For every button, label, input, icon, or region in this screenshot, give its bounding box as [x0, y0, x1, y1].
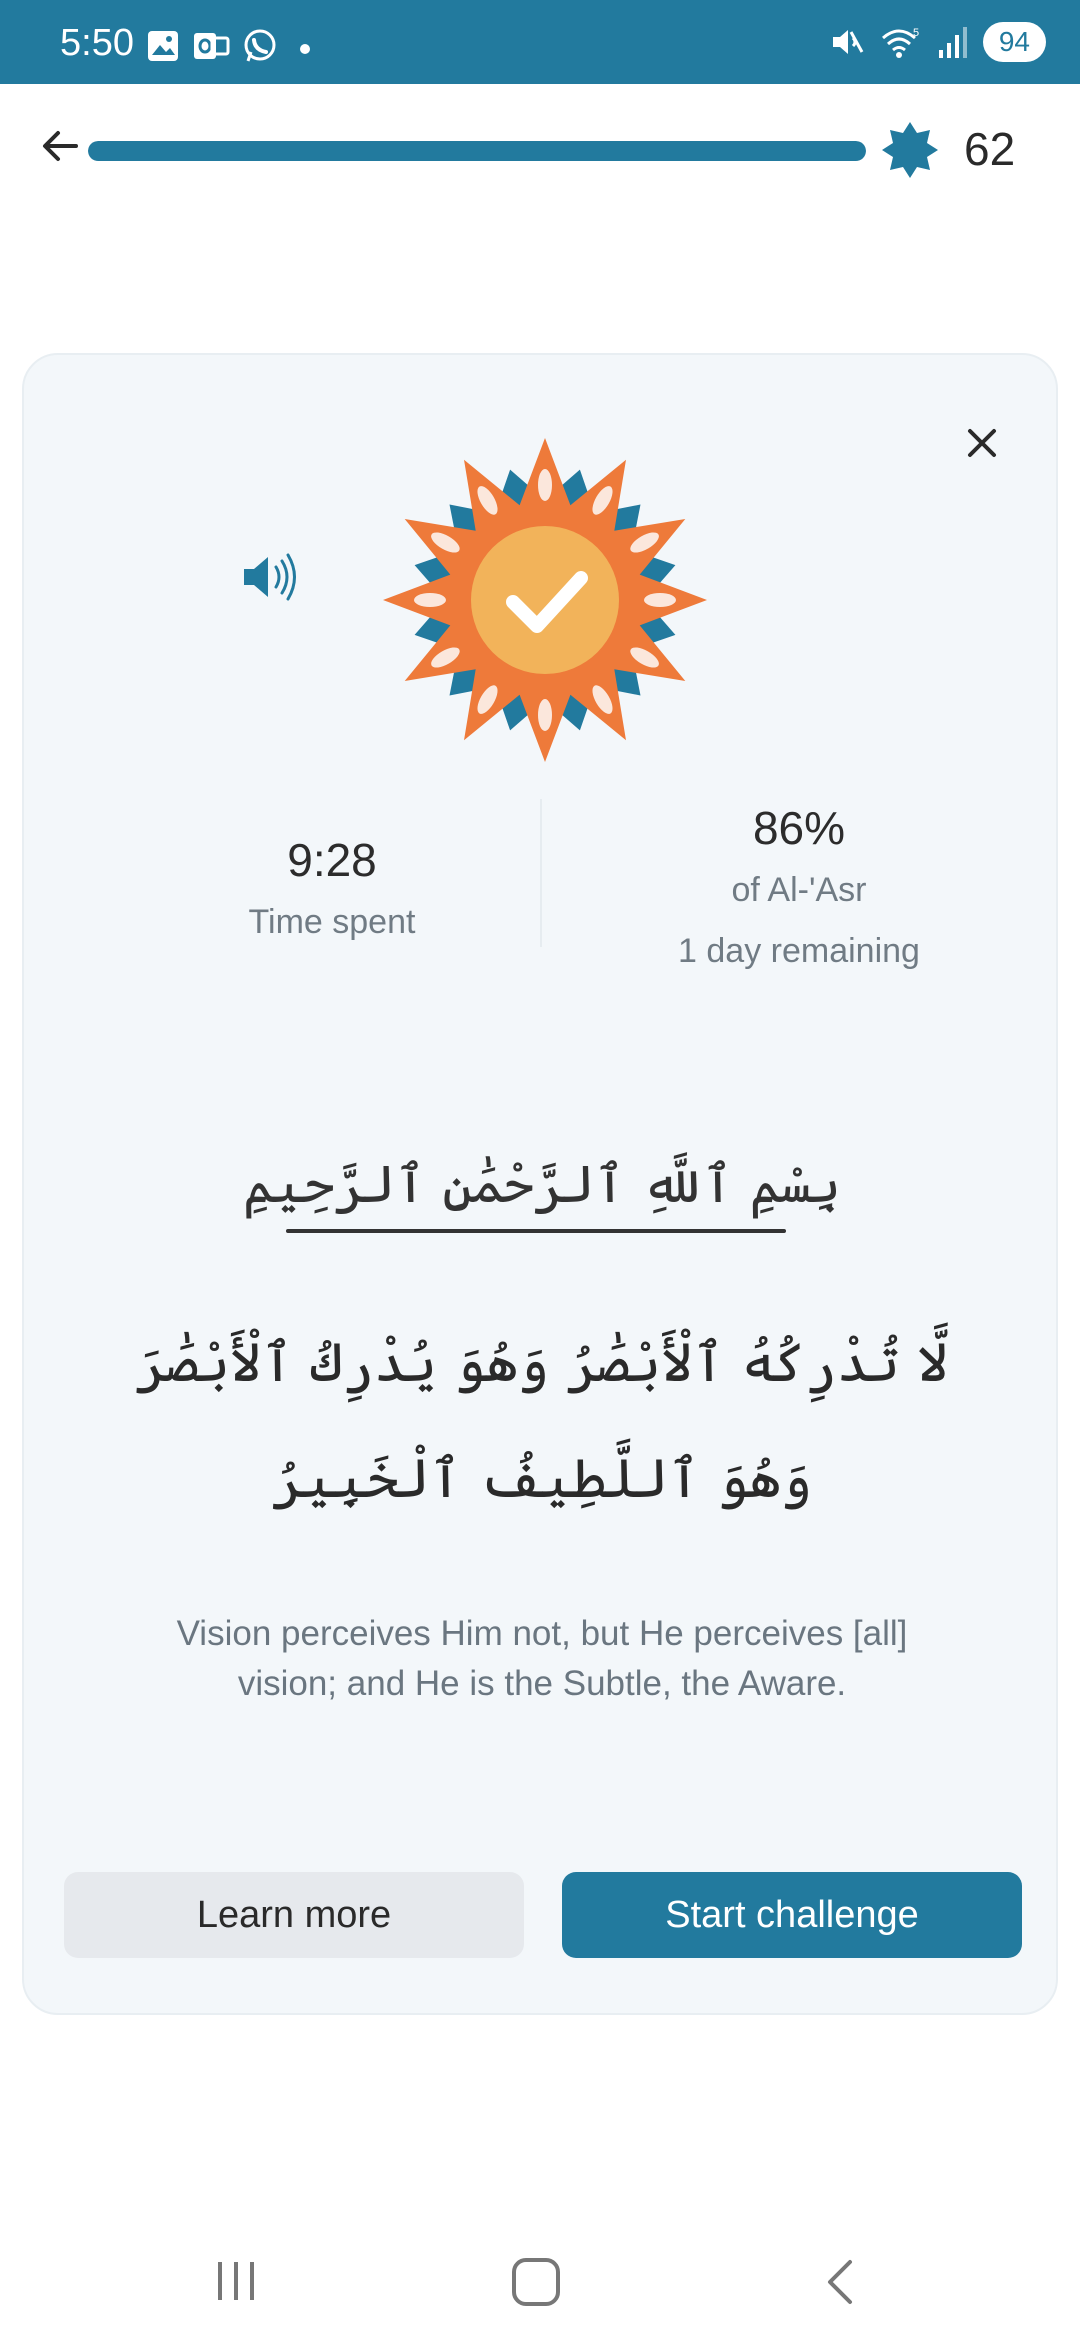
- streak-count: 62: [964, 123, 1016, 175]
- bismillah-stroke: [286, 1229, 786, 1233]
- verse-translation: Vision perceives Him not, but He perceives [all] vision; and He is the Subtle, the Aware.: [176, 1614, 908, 1703]
- start-challenge-button[interactable]: Start challenge: [562, 1872, 1022, 1958]
- home-icon[interactable]: [512, 2258, 560, 2306]
- status-time: 5:50: [60, 22, 134, 64]
- lesson-progress-fill: [88, 141, 866, 161]
- outlook-icon: [192, 29, 230, 63]
- surah-name-label: of Al-'Asr: [731, 871, 867, 909]
- battery-indicator: 94: [983, 22, 1046, 62]
- mute-icon: [829, 24, 865, 60]
- streak-badge-icon: [880, 120, 940, 180]
- system-back-icon[interactable]: [820, 2258, 860, 2306]
- star-petal: [538, 699, 552, 731]
- bismillah-calligraphy: بِسْمِ ٱللَّهِ ٱلرَّحْمَٰنِ ٱلرَّحِيمِ: [242, 1155, 842, 1215]
- surah-percent-value: 86%: [752, 802, 846, 854]
- status-bar: [0, 0, 1080, 84]
- system-navigation-bar: [0, 2230, 1080, 2340]
- whatsapp-icon: [242, 28, 278, 64]
- signal-icon: [937, 24, 969, 60]
- notification-icons: [146, 28, 278, 64]
- success-star-icon: [380, 435, 710, 765]
- star-petal: [414, 593, 446, 607]
- days-remaining-label: 1 day remaining: [678, 932, 920, 970]
- lesson-progress-bar: [88, 141, 866, 161]
- time-spent-label: Time spent: [248, 903, 416, 941]
- svg-text:5: 5: [912, 27, 919, 39]
- stat-divider: [540, 799, 542, 947]
- gallery-icon: [146, 29, 180, 63]
- time-spent-stat: [112, 833, 552, 942]
- completion-card: [22, 353, 1058, 2015]
- back-arrow-icon[interactable]: [38, 124, 82, 168]
- status-right-icons: [829, 22, 1046, 62]
- status-more-dot: [300, 44, 310, 54]
- surah-progress-stat: [564, 801, 1034, 971]
- star-petal: [644, 593, 676, 607]
- speaker-icon[interactable]: [238, 545, 302, 609]
- close-icon[interactable]: [954, 415, 1010, 471]
- recent-apps-icon[interactable]: [216, 2260, 256, 2302]
- wifi-5g-icon: [879, 24, 923, 60]
- lesson-top-bar: [0, 84, 1080, 214]
- star-petal: [538, 469, 552, 501]
- time-spent-value: 9:28: [287, 834, 377, 886]
- learn-more-button[interactable]: Learn more: [64, 1872, 524, 1958]
- verse-arabic-text: لَّا تُدْرِكُهُ ٱلْأَبْصَٰرُ وَهُوَ يُدْرِكُ ٱلْأَبْصَٰرَ وَهُوَ ٱللَّطِيفُ ٱلْخَبِيرُ: [135, 1331, 949, 1510]
